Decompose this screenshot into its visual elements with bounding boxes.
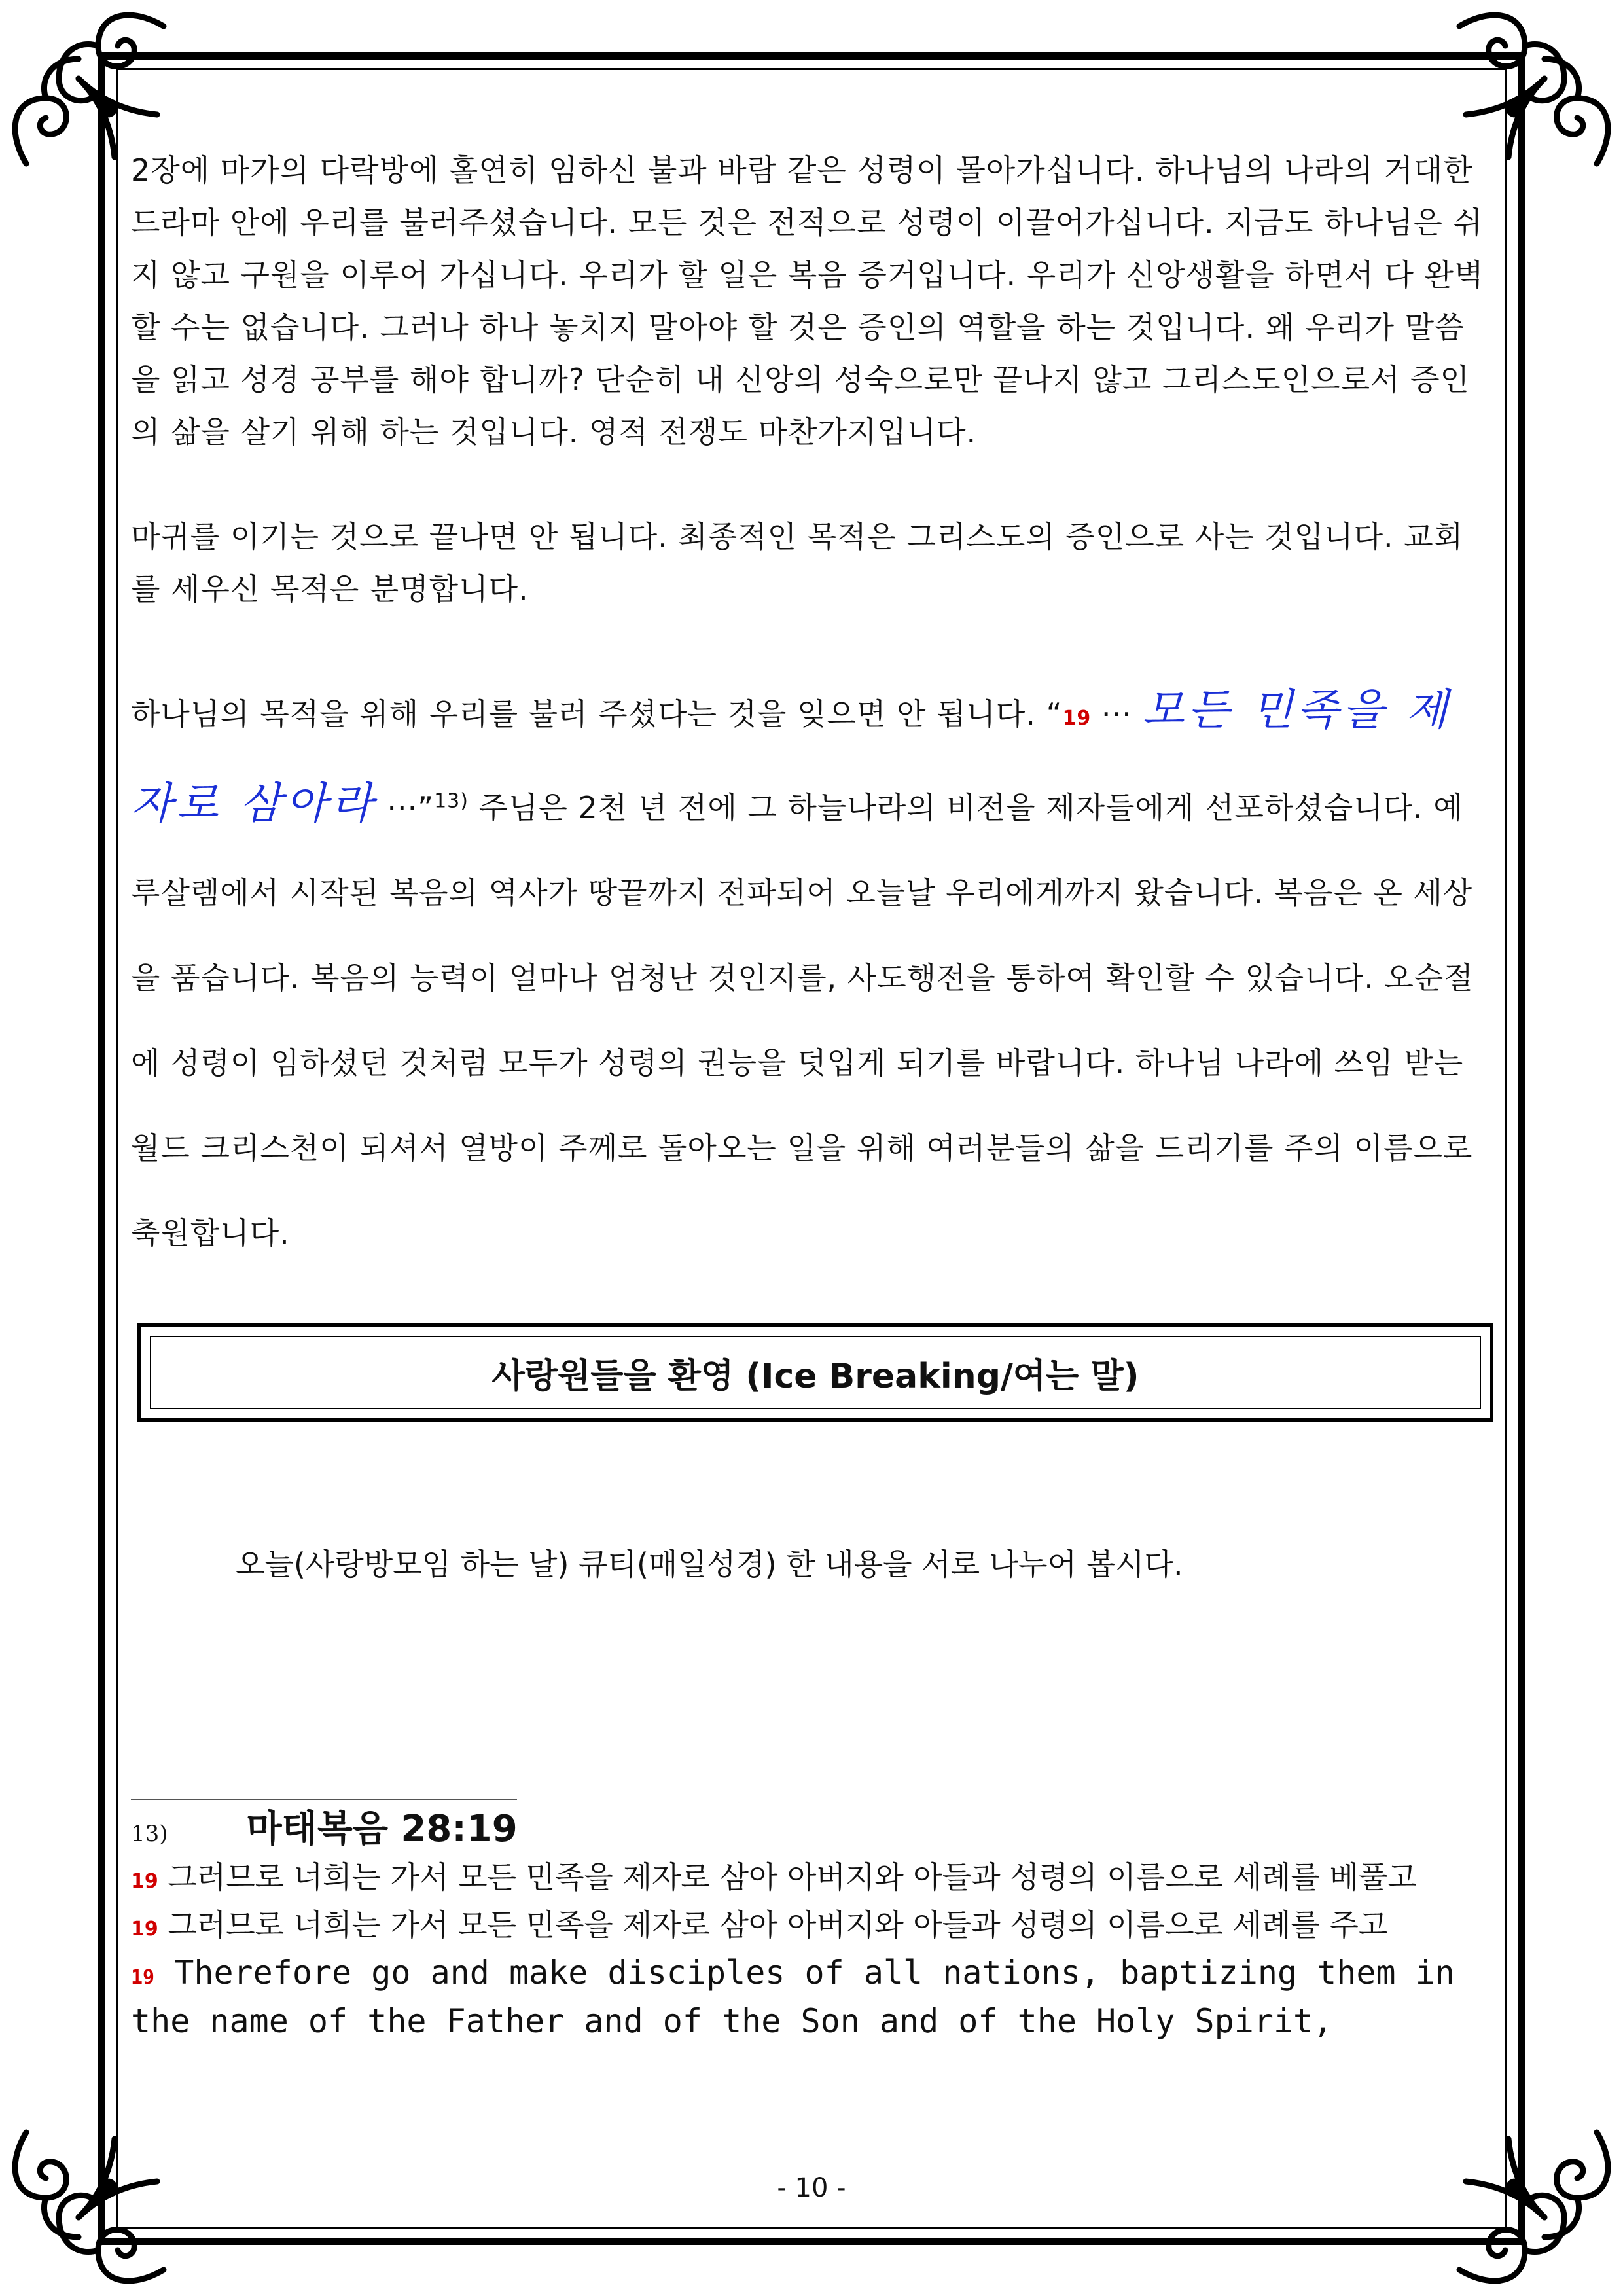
discussion-prompt: 오늘(사랑방모임 하는 날) 큐티(매일성경) 한 내용을 서로 나누어 봅시다. bbox=[236, 1547, 1183, 1582]
verse-number: 19 bbox=[131, 1870, 158, 1893]
paragraph-with-quote bbox=[131, 668, 1492, 1276]
footnote-divider bbox=[131, 1799, 517, 1800]
paragraph-intro: 하나님의 목적을 위해 우리를 불러 주셨다는 것을 잊으면 안 됩니다. “ bbox=[131, 696, 1063, 732]
footnote-line bbox=[131, 1951, 1492, 2043]
paragraph: 2장에 마가의 다락방에 홀연히 임하신 불과 바람 같은 성령이 몰아가십니다. 하나님의 나라의 거대한 드라마 안에 우리를 불러주셨습니다. 모든 것은 전적으로 성령이 이끌어가십니다. 지금도 하나님은 쉬지 않고 구원을 이루어 가십니다. 우리가 할 일은 복음 증거입니다. 우리가 신앙생활을 하면서 다 완벽할 수는 없습니다. 그러나 하나 놓치지 말아야 할 것은 증인의 역할을 하는 것입니다. 왜 우리가 말씀을 읽고 성경 공부를 해야 합니까? 단순히 내 신앙의 성숙으로만 끝나지 않고 그리스도인으로서 증인의 삶을 살기 위해 하는 것입니다. 영적 전쟁도 마찬가지입니다. bbox=[131, 152, 1484, 450]
footnote-line bbox=[131, 1856, 1492, 1903]
verse-number: 19 bbox=[131, 1918, 158, 1941]
footnote-header bbox=[131, 1808, 1492, 1856]
footnote-text: 그러므로 너희는 가서 모든 민족을 제자로 삼아 아버지와 아들과 성령의 이름으로 세례를 베풀고 bbox=[168, 1859, 1417, 1895]
footnote-mark: 13) bbox=[131, 1821, 168, 1847]
paragraph: 마귀를 이기는 것으로 끝나면 안 됩니다. 최종적인 목적은 그리스도의 증인으로 사는 것입니다. 교회를 세우신 목적은 분명합니다. bbox=[131, 519, 1464, 607]
ellipsis: ···” bbox=[376, 790, 435, 825]
verse-quote: 모든 민족을 제자로 삼아라 bbox=[131, 685, 1452, 829]
section-title: 사랑원들을 환영 (Ice Breaking/여는 말) bbox=[150, 1336, 1481, 1409]
body-text bbox=[131, 144, 1492, 1276]
verse-number: 19 bbox=[131, 1966, 155, 1989]
footnote-scripture-reference: 마태복음 28:19 bbox=[246, 1808, 518, 1850]
verse-number: 19 bbox=[1062, 707, 1092, 730]
footnote-line bbox=[131, 1903, 1492, 1951]
footnote-text: 그러므로 너희는 가서 모든 민족을 제자로 삼아 아버지와 아들과 성령의 이름으로 세례를 주고 bbox=[168, 1907, 1388, 1943]
section-header-box bbox=[137, 1323, 1493, 1422]
paragraph-rest: 주님은 2천 년 전에 그 하늘나라의 비전을 제자들에게 선포하셨습니다. 예루살렘에서 시작된 복음의 역사가 땅끝까지 전파되어 오늘날 우리에게까지 왔습니다. 복음은 온 세상을 품습니다. 복음의 능력이 얼마나 엄청난 것인지를, 사도행전을 통하여 확인할 수 있습니다. 오순절에 성령이 임하셨던 것처럼 모두가 성령의 권능을 덧입게 되기를 바랍니다. 하나님 나라에 쓰임 받는 월드 크리스천이 되셔서 열방이 주께로 돌아오는 일을 위해 여러분들의 삶을 드리기를 주의 이름으로 축원합니다. bbox=[131, 790, 1474, 1251]
ellipsis: ··· bbox=[1091, 696, 1143, 732]
footnote-reference[interactable]: 13) bbox=[434, 789, 469, 813]
page-number: - 10 - bbox=[777, 2173, 846, 2203]
footnote-text-english: Therefore go and make disciples of all nations, baptizing them in the name of the Father and of the Son and of the Holy Spirit, bbox=[131, 1954, 1455, 2040]
footnote bbox=[131, 1808, 1492, 2043]
corner-ornament-icon bbox=[1446, 2119, 1623, 2296]
corner-ornament-icon bbox=[0, 2119, 177, 2296]
